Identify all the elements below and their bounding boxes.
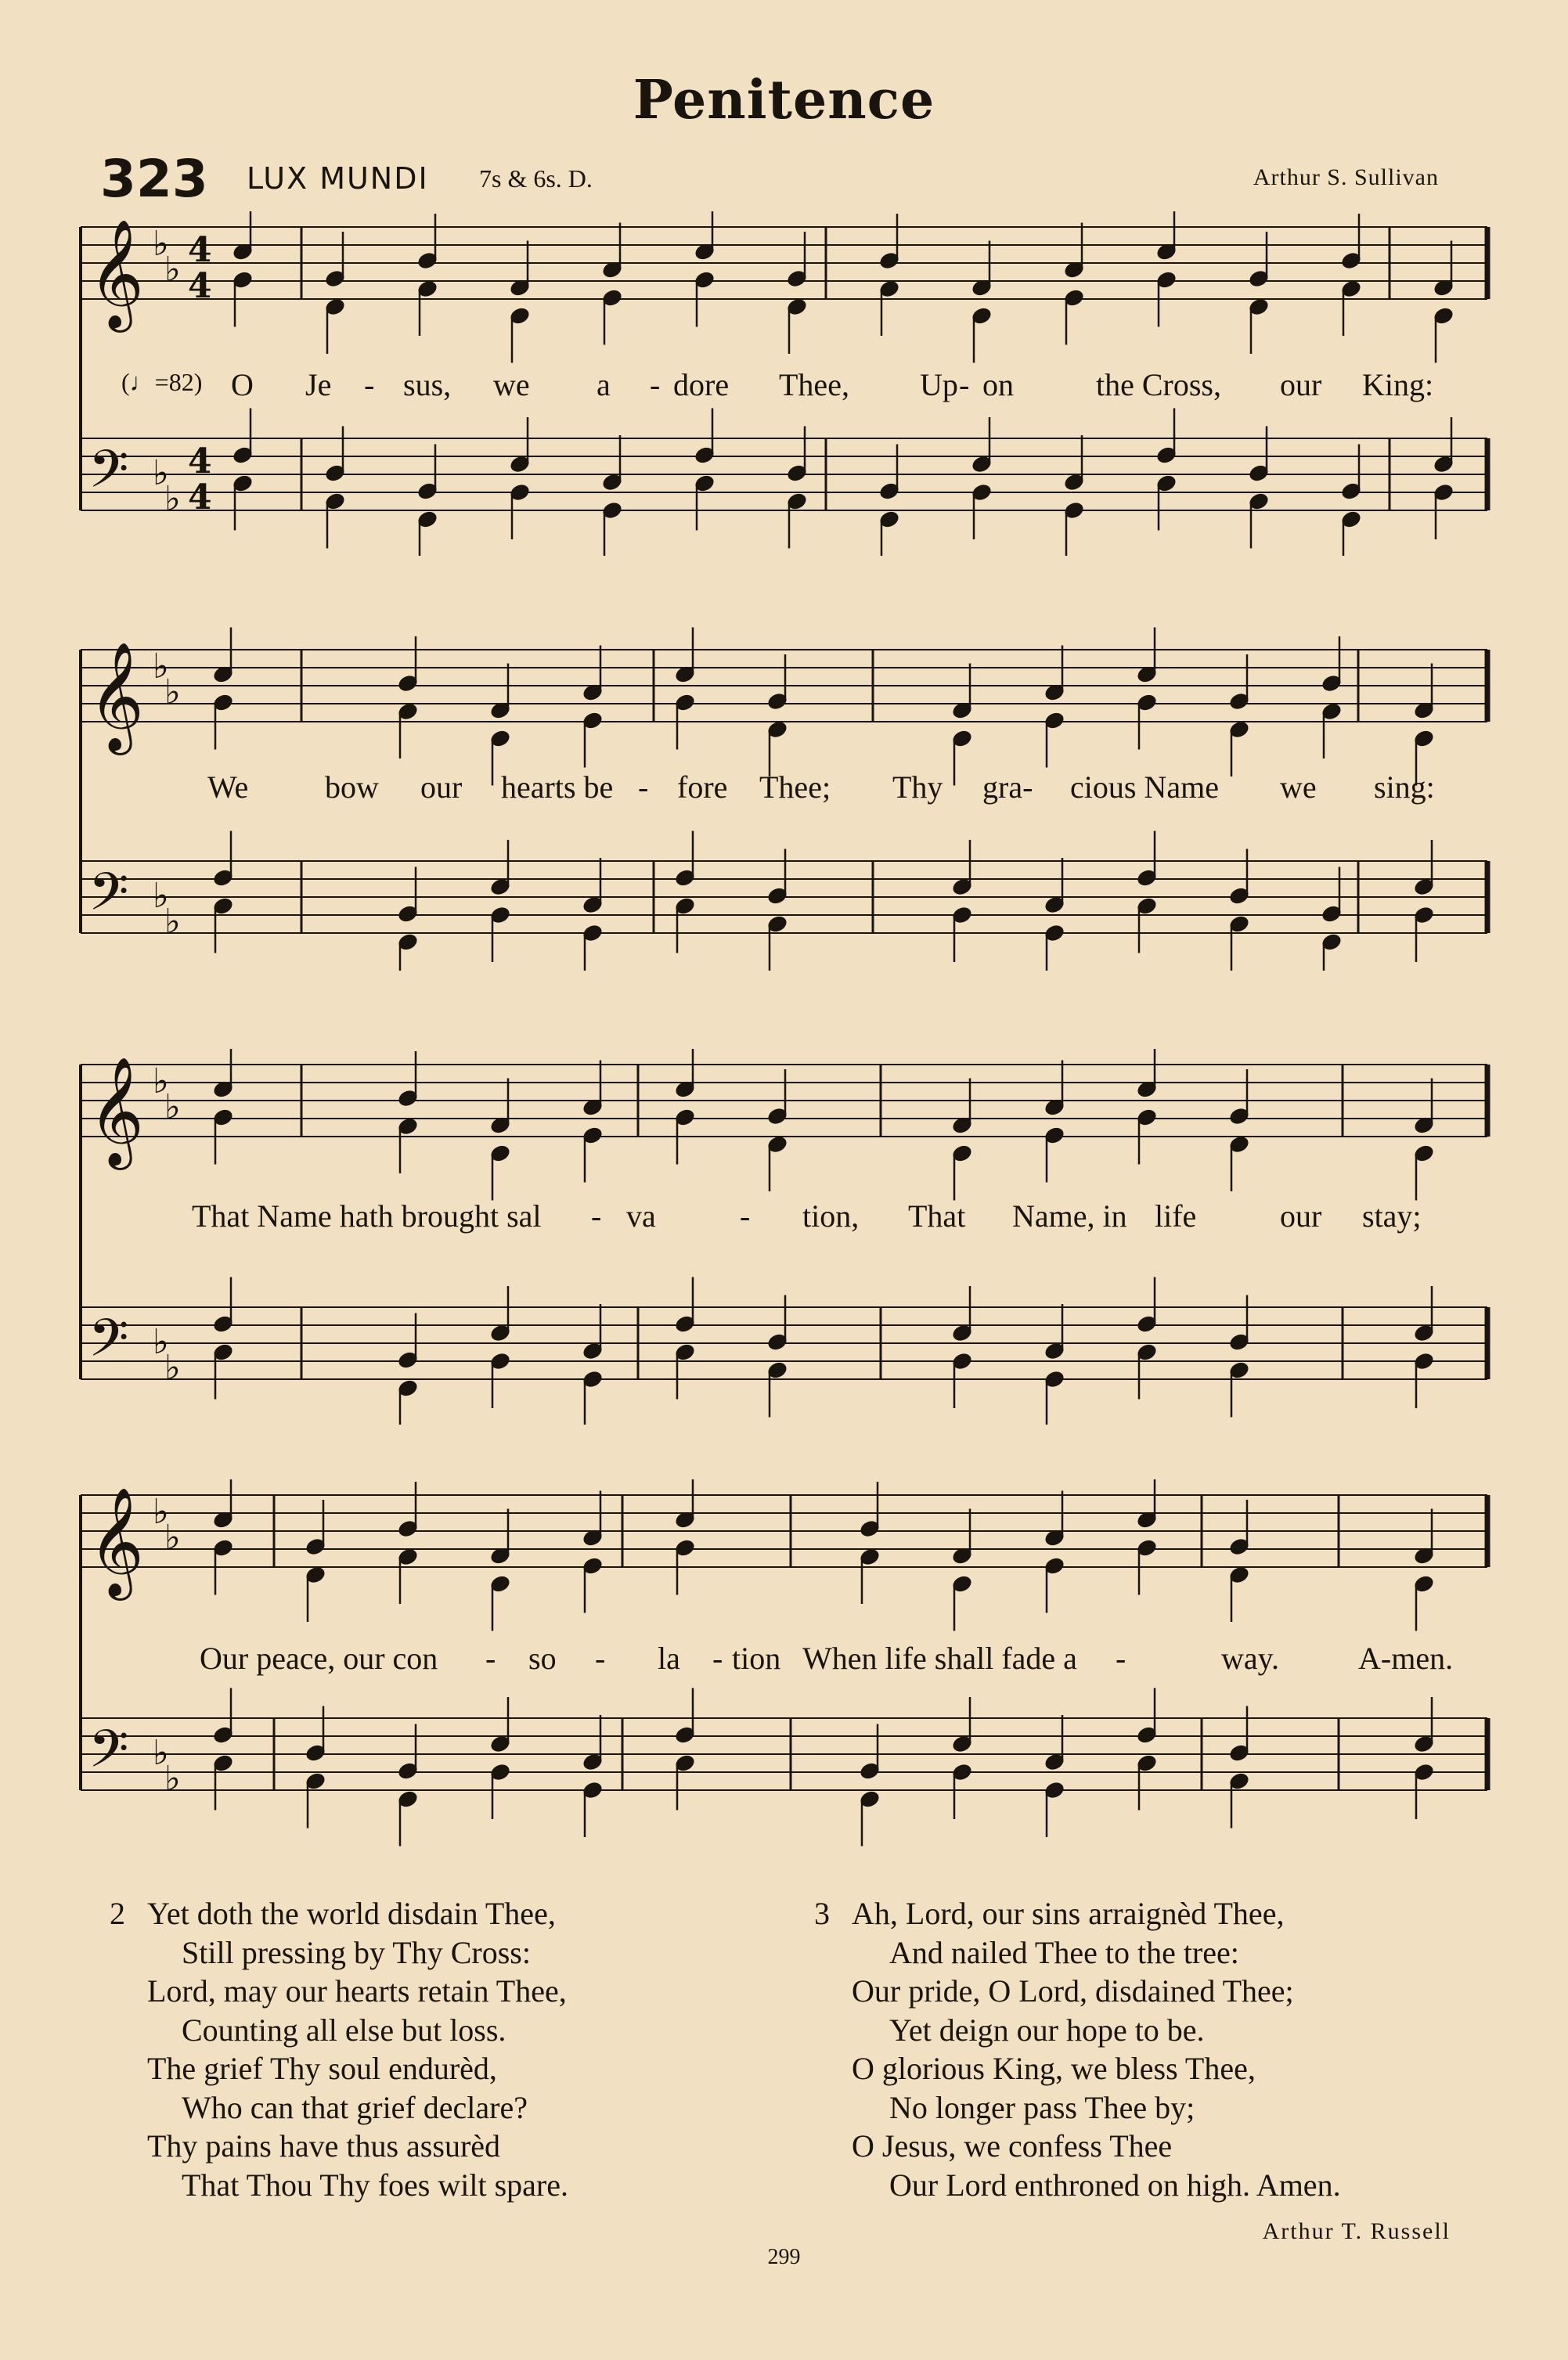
verse-line [110, 2049, 568, 2088]
verse-text: O glorious King, we bless Thee, [852, 2051, 1256, 2086]
time-signature: 4 [188, 266, 212, 306]
lyric-syllable: We [207, 769, 249, 805]
page-number: 299 [767, 2245, 801, 2269]
verse-line [814, 2049, 1341, 2088]
lyric-syllable: la [658, 1641, 680, 1676]
time-signature: 4 [188, 441, 212, 481]
verse-text: O Jesus, we confess Thee [852, 2128, 1173, 2164]
verse-line [814, 1972, 1341, 2011]
lyric-syllable: tion, [802, 1198, 860, 1234]
time-signature: 4 [188, 230, 212, 270]
flat-sign: ♭ [164, 1087, 181, 1127]
lyric-syllable: hearts be [501, 769, 614, 805]
flat-sign: ♭ [153, 453, 169, 493]
flat-sign: ♭ [153, 1733, 169, 1773]
verse-text: And nailed Thee to the tree: [889, 1934, 1239, 1970]
lyric-syllable: That Name hath brought sal [192, 1198, 542, 1234]
verse-2 [110, 1894, 568, 2204]
music-system-3 [74, 1049, 1495, 1425]
verse-line [110, 2011, 568, 2050]
lyric-syllable: - [1116, 1641, 1126, 1676]
flat-sign: ♭ [153, 1322, 169, 1362]
staff-notation [74, 1049, 1495, 1425]
treble-clef: 𝄞 [88, 1487, 144, 1596]
verse-text: The grief Thy soul endurèd, [147, 2051, 497, 2086]
verse-line [110, 1933, 568, 1973]
lyric-syllable: we [1280, 769, 1317, 805]
music-system-4 [74, 1479, 1495, 1847]
bass-clef: 𝄢 [88, 862, 129, 935]
verse-line [110, 2127, 568, 2166]
verse-line [814, 2011, 1341, 2050]
lyric-syllable: - [595, 1641, 606, 1676]
verse-text: Our Lord enthroned on high. Amen. [889, 2167, 1341, 2203]
lyric-syllable: our [1280, 367, 1322, 402]
lyric-syllable: King: [1362, 367, 1434, 402]
lyric-syllable: - [364, 367, 375, 402]
verse-text: That Thou Thy foes wilt spare. [182, 2167, 568, 2203]
verse-text: Still pressing by Thy Cross: [182, 1934, 531, 1970]
verse-text: Thy pains have thus assurèd [147, 2128, 501, 2164]
lyric-syllable: on [982, 367, 1014, 402]
verse-3 [814, 1894, 1341, 2204]
lyric-syllable: Name, in [1012, 1198, 1127, 1234]
flat-sign: ♭ [164, 479, 181, 519]
lyric-syllable: Our peace, our con [200, 1641, 438, 1676]
verse-text: No longer pass Thee by; [889, 2089, 1195, 2125]
lyric-syllable: - [485, 1641, 496, 1676]
lyric-syllable: tion [732, 1641, 781, 1676]
flat-sign: ♭ [164, 672, 181, 712]
lyric-syllable: That [908, 1198, 966, 1234]
verse-line [110, 1972, 568, 2011]
verse-text: Ah, Lord, our sins arraignèd Thee, [852, 1896, 1285, 1931]
lyric-syllable: - [591, 1198, 602, 1234]
flat-sign: ♭ [153, 647, 169, 686]
lyric-syllable: fore [677, 769, 728, 805]
lyric-syllable: bow [325, 769, 379, 805]
lyric-syllable: O [231, 367, 254, 402]
verse-line [110, 2166, 568, 2205]
lyric-syllable: - [650, 367, 661, 402]
lyric-syllable: - [740, 1198, 751, 1234]
verse-text: Lord, may our hearts retain Thee, [147, 1973, 567, 2009]
lyric-syllable: dore [673, 367, 730, 402]
tempo-marking: (♩=82) [121, 368, 203, 396]
verse-line [814, 2127, 1341, 2166]
treble-clef: 𝄞 [88, 219, 144, 328]
music-system-1 [74, 211, 1495, 556]
music-system-2 [74, 626, 1495, 971]
lyric-syllable: gra- [982, 769, 1033, 805]
meter: 7s & 6s. D. [479, 164, 593, 193]
lyric-syllable: Thee, [779, 367, 849, 402]
flat-sign: ♭ [153, 1492, 169, 1532]
lyric-syllable: stay; [1362, 1198, 1422, 1234]
lyric-syllable: - [638, 769, 649, 805]
lyric-syllable: the Cross, [1096, 367, 1221, 402]
lyric-syllable: - [959, 367, 970, 402]
lyric-syllable: When life shall fade a [802, 1641, 1077, 1676]
lyric-syllable: Thy [892, 769, 943, 805]
composer: Arthur S. Sullivan [1253, 164, 1439, 190]
page-header: Penitence [633, 69, 935, 132]
verse-text: Yet deign our hope to be. [889, 2012, 1205, 2048]
flat-sign: ♭ [153, 876, 169, 916]
lyric-syllable: va [626, 1198, 656, 1234]
bass-clef: 𝄢 [88, 439, 129, 512]
lyric-syllable: Up [920, 367, 958, 402]
verse-line [814, 1894, 1341, 1933]
flat-sign: ♭ [164, 1518, 181, 1558]
bass-clef: 𝄢 [88, 1308, 129, 1381]
flat-sign: ♭ [164, 1348, 181, 1388]
flat-sign: ♭ [164, 250, 181, 290]
lyric-syllable: way. [1221, 1641, 1280, 1676]
flat-sign: ♭ [153, 1061, 169, 1101]
lyric-syllable: we [493, 367, 530, 402]
verse-number: 3 [814, 1896, 830, 1931]
lyric-syllable: Je [305, 367, 332, 402]
lyric-syllable: our [420, 769, 463, 805]
lyric-syllable: a [597, 367, 611, 402]
lyric-syllable: sing: [1374, 769, 1435, 805]
bass-clef: 𝄢 [88, 1719, 129, 1792]
flat-sign: ♭ [164, 902, 181, 942]
lyric-syllable: so [528, 1641, 557, 1676]
tune-name: LUX MUNDI [247, 161, 429, 196]
lyric-syllable: our [1280, 1198, 1322, 1234]
verse-text: Our pride, O Lord, disdained Thee; [852, 1973, 1294, 2009]
lyric-syllable: sus, [403, 367, 452, 402]
verse-text: Who can that grief declare? [182, 2089, 528, 2125]
verse-line [110, 1894, 568, 1933]
lyric-syllable: life [1155, 1198, 1197, 1234]
verse-number: 2 [110, 1896, 125, 1931]
treble-clef: 𝄞 [88, 1057, 144, 1166]
flat-sign: ♭ [153, 224, 169, 264]
lyric-syllable: cious Name [1070, 769, 1219, 805]
verse-text: Yet doth the world disdain Thee, [147, 1896, 556, 1931]
author-credit: Arthur T. Russell [1262, 2218, 1451, 2244]
lyric-syllable: - [712, 1641, 723, 1676]
treble-clef: 𝄞 [88, 642, 144, 751]
verse-line [814, 2166, 1341, 2205]
time-signature: 4 [188, 477, 212, 517]
verse-text: Counting all else but loss. [182, 2012, 506, 2048]
hymn-number: 323 [100, 149, 208, 209]
verse-line [814, 1933, 1341, 1973]
lyric-syllable: A-men. [1358, 1641, 1454, 1676]
verse-line [110, 2088, 568, 2128]
lyric-syllable: Thee; [759, 769, 831, 805]
flat-sign: ♭ [164, 1759, 181, 1799]
verse-line [814, 2088, 1341, 2128]
